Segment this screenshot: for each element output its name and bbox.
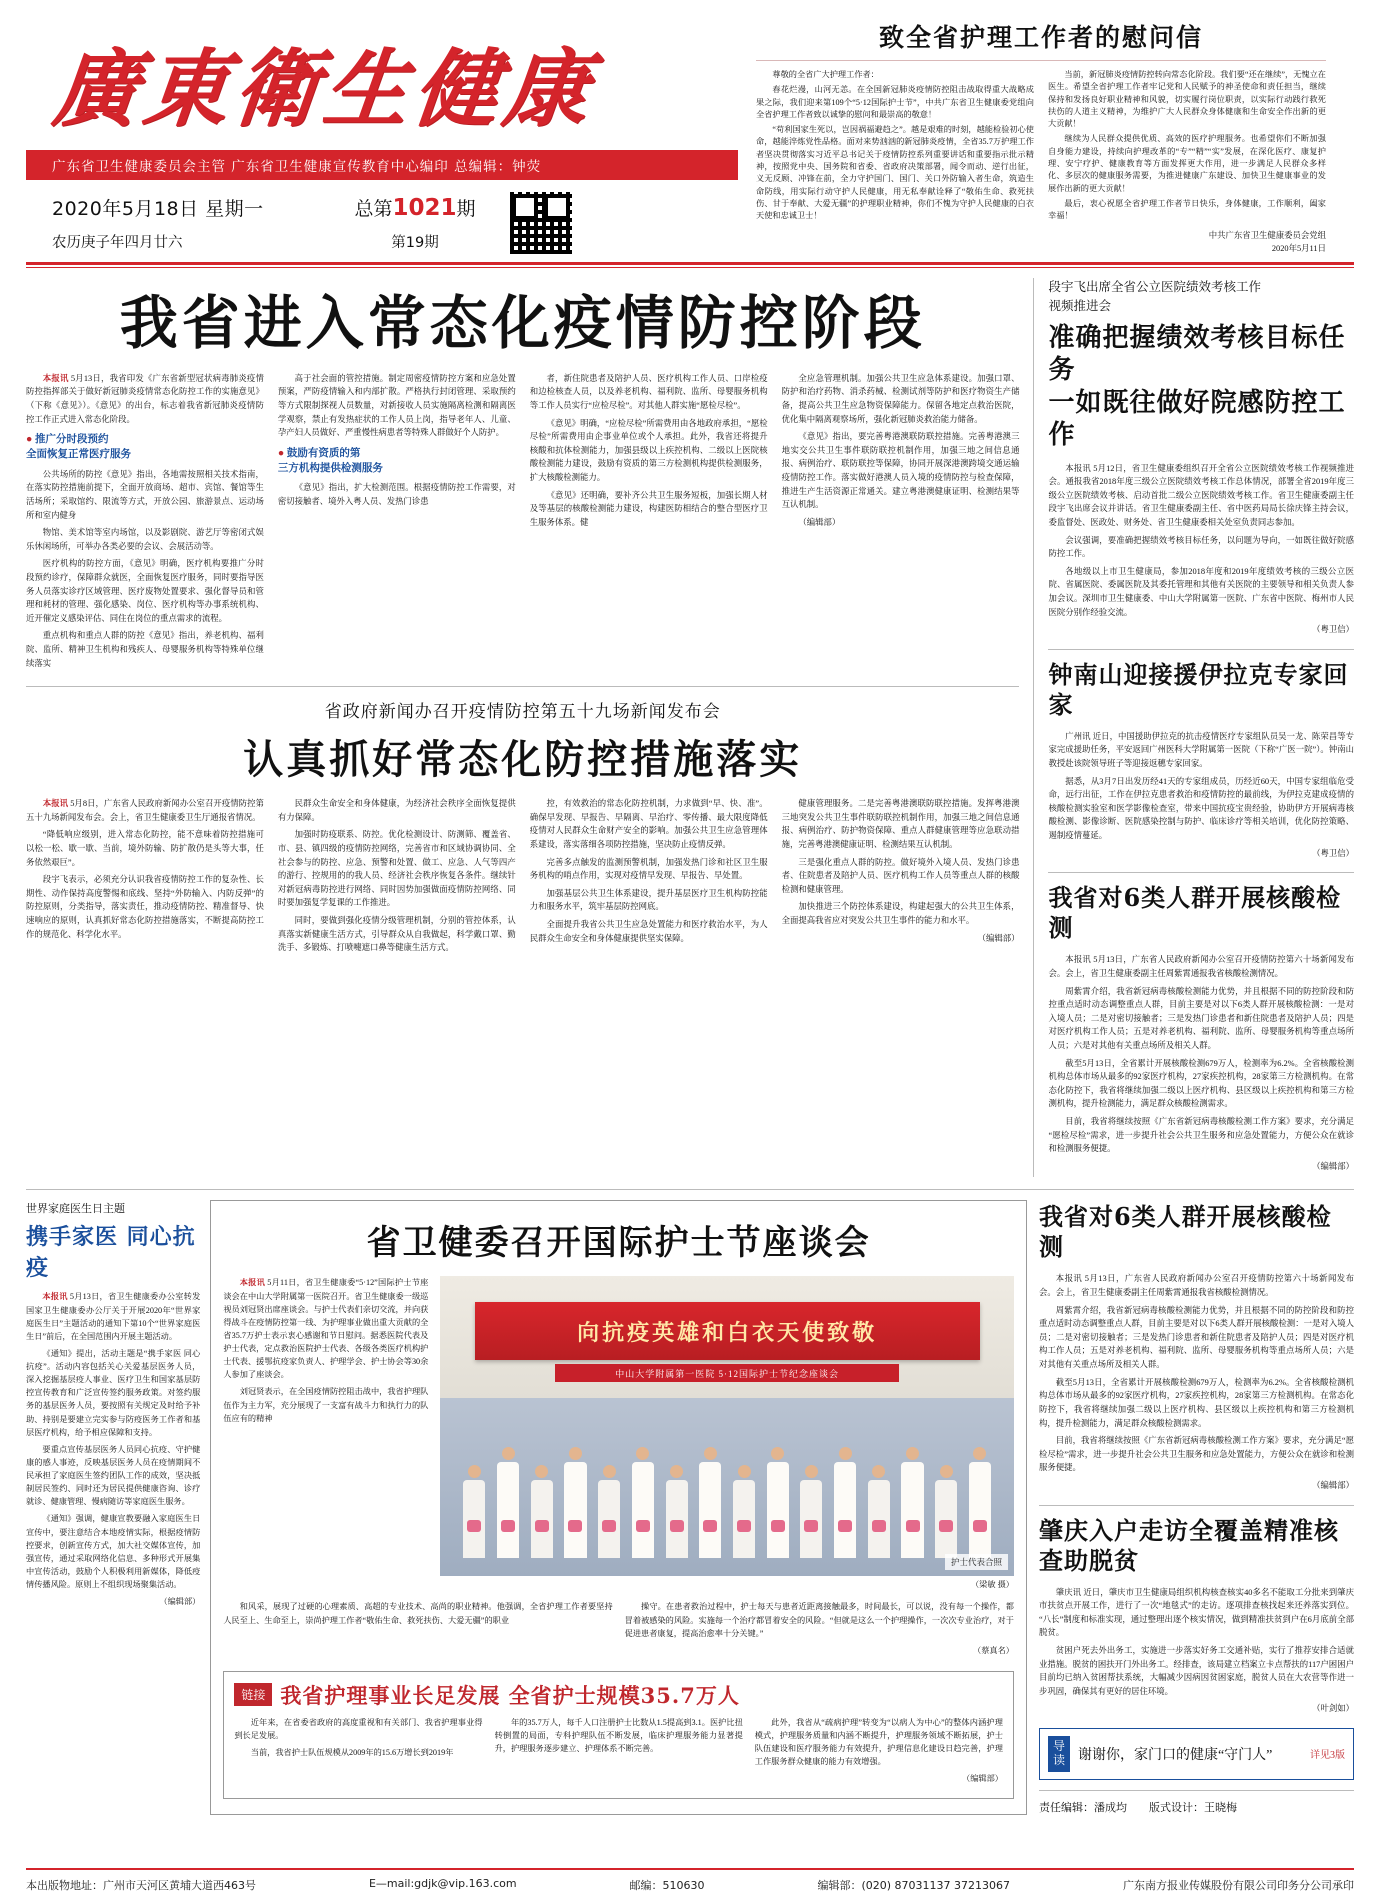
- issue-number: 1021: [392, 195, 457, 222]
- right-block1-kicker: 段宇飞出席全省公立医院绩效考核工作 视频推进会: [1048, 279, 1261, 313]
- bm-para: 和风采，展现了过硬的心理素质、高超的专业技术、高尚的职业精神。他强调，全省护理工作者要坚持人民至上、生命至上，崇尚护理工作者“敬佑生命、救死扶伤、大爱无疆”的职业: [223, 1602, 613, 1625]
- right-block3-body: [1048, 953, 1354, 1173]
- masthead-info: [26, 192, 738, 254]
- br-para: 肇庆讯 近日，肇庆市卫生健康局组织机构核查核实40多名不能取工分批来到肇庆市扶贫点开展工作，进行了一次“地毯式”的走访。逐项排查核找起来还养落实到位。“八长”制度和标准实现，通过整理出逐个核实情况，做到精准扶贫到户在6月底前全部脱贫。: [1038, 1587, 1354, 1638]
- footer-printer: 广东南方报业传媒股份有限公司印务分公司承印: [1122, 1879, 1354, 1892]
- issue-total: [320, 194, 510, 221]
- second-byline: （编辑部）: [977, 933, 1020, 943]
- photo-person: [564, 1447, 586, 1558]
- bottom-mid-article: [210, 1200, 1027, 1814]
- br-para: 周紫霄介绍，我省新冠病毒核酸检测能力优势，并且根据不同的防控阶段和防控重点适时动态调整重点人群，目前主要是对以下6类人群开展核酸检测：一是对入境人员；二是对密切接触者；三是发热门诊患者和新住院患者及陪护人员；四是对医疗机构工作人员；五是对养老机构、福利院、监所、母婴服务机构等重点场所人员；六是对其他有关重点场所及相关人群。: [1038, 1305, 1354, 1370]
- right-para: 周紫霄介绍，我省新冠病毒核酸检测能力优势，并且根据不同的防控阶段和防控重点适时动态调整重点人群，目前主要是对以下6类人群开展核酸检测：一是对入境人员；二是对密切接触者；三是发热门诊患者和新住院患者及陪护人员；四是对医疗机构工作人员；五是对养老机构、福利院、监所、母婴服务机构等重点场所人员；六是对其他有关重点场所及相关人群。: [1048, 986, 1354, 1050]
- photo-person: [868, 1465, 890, 1558]
- lunar-date: 农历庚子年四月廿六: [52, 235, 183, 252]
- bottom-left-headline: 携手家医 同心抗疫: [26, 1224, 196, 1282]
- lead-para: 《意见》指出，要完善粤港澳联防联控措施。完善粤港澳三地实交公共卫生事件联防联控机制作用，加强三地之间信息通报、病例治疗、联防联控等保障，协同开展深港澳跨境交通运输疫情防控工作。落实做好港澳人员入境的疫情防控与检查保障，推进生产生活资源正常通关。建立粤港澳健康证明、检测结果等互认机制。: [781, 432, 1020, 510]
- second-para: 段宇飞表示，必须充分认识我省疫情防控工作的复杂性、长期性、动作保持高度警惕和底线、坚持“外防输入、内防反弹”的防控原则，分类指导，落实责任，推动疫情防控、精准督导、快速响应的原则，认真抓好常态化防控措施落实，不断提高防控工作的规范化、科学化水平。: [26, 875, 264, 939]
- right-para: 据悉，从3月7日出发历经41天的专家组成员，历经近60天，中国专家组临危受命，远行出征，工作在伊拉克患者救治和疫情防控的最前线，为伊拉克建成疫情的核酸检测实验室和医学影像检查室，带来中国抗疫宝贵经验，协助伊方开展病毒核酸检测、影像诊断、医院感染控制与防护、临床诊疗等相关培训，优化防控策略、遏制疫情蔓延。: [1048, 776, 1354, 841]
- guide-text: 谢谢你，家门口的健康“守门人”: [1077, 1747, 1273, 1763]
- right-block1-body: [1048, 462, 1354, 637]
- lead-para: 重点机构和重点人群的防控《意见》指出，养老机构、福利院、监所、精神卫生机构和残疾人、母婴服务机构等特殊单位继续落实: [26, 631, 264, 668]
- second-col-1: [26, 797, 264, 959]
- bm-lower-col-2: [625, 1600, 1014, 1661]
- br-para: 贫困户死去外出务工，实施进一步落实好务工交通补贴，实行了推荐安排合适就业措施。脱贫的困扶开门外出务工。经排查，该局建立档案立卡点帮扶的117户困困户目前均已纳入贫困帮扶系统，大幅减少因病因贫困家庭，脱贫人员在大农营等作进一步巩固，确保其有更好的居住环境。: [1038, 1646, 1354, 1696]
- second-para: 健康管理服务。二是完善粤港澳联防联控措施。发挥粤港澳三地突发公共卫生事件联防联控机制作用，加强三地之间信息通报、病例治疗、防护物资保障、重点人群健康管理等应急联动措施，完善粤港澳健康证明、检测结果互认机制。: [781, 799, 1020, 850]
- link-para: 年的35.7万人，每千人口注册护士比数从1.5提高到3.1。医护比扭转倒置的局面，专科护理队伍不断发展，临床护理服务能力显著提升，护理服务逐步建立、护理体系不断完善。: [494, 1717, 743, 1754]
- bottom-left-body: [26, 1290, 200, 1608]
- lead-para: 高于社会面的管控措施。制定周密疫情防控方案和应急处置预案，严防疫情输入和内部扩散。严格执行封闭管理、采取预约等方式限制探视人员数量，对新接收人员实施隔离检测和隔离医学观察，禁止有发热症状的工作人员上岗，指导老年人、儿童、孕产妇人员做好、严重慢性病患者等特殊人群做好个人防护。: [277, 373, 516, 438]
- lead-para: 《意见》指出，扩大检测范围。根据疫情防控工作需要，对密切接触者、境外入粤人员、发热门诊患: [277, 483, 516, 506]
- photo-person: [767, 1447, 789, 1558]
- issue-suffix: 期: [456, 198, 476, 221]
- photo-banner-text: 向抗疫英雄和白衣天使致敬: [475, 1302, 980, 1360]
- bm-byline: （蔡真名）: [973, 1645, 1014, 1655]
- letter-para: 最后，衷心祝愿全省护理工作者节日快乐，身体健康，工作顺利，阖家幸福！: [1048, 198, 1326, 221]
- second-para: 控，有效救治的常态化防控机制，力求做到“早、快、准”。确保早发现、早报告、早隔离、早治疗、零传播、最大限度降低疫情对人民群众生命财产安全的影响。加强公共卫生应急管理体系建设，落实落细各项防控措施，坚决防止疫情反弹。: [529, 799, 768, 850]
- bottom-mid-columns: [223, 1276, 1014, 1590]
- link-tag-badge: 链接: [234, 1683, 272, 1706]
- letter-para: 继续为人民群众提供优质、高效的医疗护理服务。也希望你们不断加强自身能力建设，持续向护理改革的“专”“精”“实”发展，在深化医疗、康复护理、安宁疗护、健康教育等方面发挥更大作用，进一步满足人民群众多样化、多层次的健康服务需要，为推进健康广东建设、加快卫生健康事业的发展作出新的更大贡献！: [1048, 134, 1326, 193]
- page-footer: [26, 1868, 1354, 1893]
- footer-postcode: 邮编：510630: [629, 1879, 705, 1892]
- masthead-authority-bar: 广东省卫生健康委员会主管 广东省卫生健康宣传教育中心编印 总编辑：钟荧: [26, 150, 738, 180]
- second-kicker: 省政府新闻办召开疫情防控第五十九场新闻发布会: [324, 702, 721, 723]
- second-para: 全面提升我省公共卫生应急处置能力和医疗救治水平，为人民群众生命安全和身体健康提供坚实保障。: [529, 920, 768, 943]
- photo-person: [800, 1465, 822, 1558]
- bm-para: 操守。在患者救治过程中，护士每天与患者近距离接触最多，时间最长，可以说，没有每一个操作，都冒着被感染的风险。实施每一个治疗都冒着安全的风险。“但就是这么一个护理操作，一次次专业治疗，对于促进患者康复，提高治愈率十分关键。”: [624, 1602, 1014, 1638]
- second-para: 完善多点触发的监测预警机制，加强发热门诊和社区卫生服务机构的哨点作用，实现对疫情早发现、早报告、早处置。: [529, 857, 768, 881]
- br-para: 本报讯 5月13日，广东省人民政府新闻办公室召开疫情防控第六十场新闻发布会。会上，省卫生健康委副主任周紫霄通报我省核酸检测情况。: [1038, 1274, 1354, 1298]
- right-para: 广州讯 近日，中国援助伊拉克的抗击疫情医疗专家组队员吴一龙、陈荣昌等专家完成援助任务，平安返回广州医科大学附属第一医院（下称“广医一院”）。钟南山教授赴该院领导班子等迎接返穗专家回家。: [1048, 731, 1354, 769]
- right-block2-body: [1048, 730, 1354, 860]
- footer-email: E—mail:gdjk@vip.163.com: [368, 1877, 517, 1890]
- lead-story-body: [26, 372, 1019, 674]
- right-para: 目前，我省将继续按照《广东省新冠病毒核酸检测工作方案》要求，充分满足“愿检尽检”需求，进一步提升社会公共卫生服务和应急处置能力，方便公众在就诊和检测服务便捷。: [1048, 1117, 1354, 1154]
- lead-subhead-2: ● 鼓励有资质的第 三方机构提供检测服务: [277, 447, 383, 475]
- lead-para: 医疗机构的防控方面，《意见》明确，医疗机构要推广分时段预约诊疗，保障群众就医，全面恢复医疗服务，同时要指导医务人员落实诊疗区域管理、医疗废物处置要求、强化督导员和管理和耗材的管理、强化感染、岗位、医疗机构等办事系统机构、近开催定义感染评估、同住在岗位的重点需求的流程。: [26, 559, 264, 623]
- layout-designer: 版式设计：王晓梅: [1148, 1801, 1237, 1814]
- lead-para: 者，新住院患者及陪护人员、医疗机构工作人员、口岸检疫和边检核查人员，以及养老机构、福利院、监所、母婴服务机构等工作人员实行“应检尽检”。对其他人群实施“愿检尽检”。: [529, 373, 768, 411]
- bl-para: 《通知》强调，健康宣教要融入家庭医生日宣传中，要注意结合本地疫情实际，根据疫情防控要求，创新宣传方式，加大社交媒体宣传，加强宣传，通过采取网络化信息、多种形式开展集中宣传活动，鼓励个人积极利用新媒体，降低疫情传播风险。原则上不组织现场聚集活动。: [26, 1514, 201, 1590]
- masthead-divider: [26, 262, 1354, 265]
- photo-person: [598, 1465, 620, 1558]
- br-byline: （叶剑如）: [1312, 1704, 1354, 1714]
- editor-credits: [1039, 1790, 1354, 1815]
- bottom-right-headline-2: 肇庆入户走访全覆盖精准核查助脱贫: [1038, 1515, 1339, 1575]
- bottom-right-body-2: [1039, 1586, 1354, 1716]
- lead-para: 《意见》明确，“应检尽检”所需费用由各地政府承担，“愿检尽检”所需费用由企事业单位或个人承担。此外，我省还将提升核酸和抗体检测能力，加强县级以上疾控机构、二级以上医院核酸检测能力建设，鼓励有资质的第三方检测机构提供检测服务，扩大核酸检测能力。: [529, 418, 768, 483]
- letter-para: “苟利国家生死以，岂因祸福避趋之”。越是艰难的时刻，越能检验初心使命，越能淬炼党性品格。面对来势汹汹的新冠肺炎疫情，全省35.7万护理工作者坚决贯彻落实习近平总书记关于疫情防控系列重要讲话和重要指示批示精神，按照党中央、国务院和省委、省政府决策部署，闻令而动、逆行出征，义无反顾、冲锋在前，全力守护国门、国门、关口外防输入者生命，筑造生命防线，用实际行动守护人民健康，用无私奉献诠释了“敬佑生命、救死扶伤、甘于奉献、大爱无疆”的护理职业精神，你们不愧为守护人民健康的白衣天使和忠诚卫士！: [756, 125, 1034, 221]
- bottom-section: [26, 1200, 1354, 1814]
- letter-signature: [1048, 229, 1326, 256]
- photo-area: [440, 1276, 1014, 1590]
- right-para: 截至5月13日，全省累计开展核酸检测679万人，检测率为6.2%。全省核酸检测机构总体市场从最多的92家医疗机构，27家疾控机构，28家第三方检测机构。在常态化防控下，我省将继续加强二级以上医疗机构、县区级以上疾控机构和第三方检测机构，提升检测能力，满足群众核酸检测需求。: [1048, 1058, 1354, 1109]
- link-para: 此外，我省从“疏病护理”转变为“以病人为中心”的整体内涵护理模式，护理服务质量和内涵不断提升，护理服务领域不断拓展，护士队伍建设和医疗服务能力有效提升，护理信息化建设日趋完善，护理工作服务群众健康的能力有效增强。: [754, 1717, 1003, 1767]
- letter-title: 致全省护理工作者的慰问信: [756, 18, 1326, 61]
- responsible-editor: 责任编辑：潘成均: [1038, 1801, 1127, 1814]
- second-para: 本报讯 5月8日，广东省人民政府新闻办公室召开疫情防控第五十九场新闻发布会。会上，省卫生健康委卫生厅通报省情况。: [26, 799, 264, 822]
- link-box-title: 我省护理事业长足发展 全省护士规模35.7万人: [280, 1682, 740, 1708]
- bottom-right-headline-1: 我省对6类人群开展核酸检测: [1038, 1202, 1332, 1262]
- bottom-right-body-1: [1039, 1272, 1354, 1492]
- main-content: [26, 278, 1354, 1177]
- right-byline: （编辑部）: [1312, 1161, 1354, 1171]
- second-col-4: [782, 797, 1020, 959]
- second-headline: 认真抓好常态化防控措施落实: [243, 736, 803, 784]
- link-box-header: [234, 1680, 1003, 1710]
- bottom-left-kicker: 世界家庭医生日主题: [26, 1202, 125, 1216]
- link-byline: （编辑部）: [962, 1774, 1003, 1784]
- letter-para: 尊敬的全省广大护理工作者：: [772, 70, 879, 79]
- letter-para: 春花烂漫，山河无恙。在全国新冠肺炎疫情防控阻击战取得重大战略成果之际，我们迎来第109个“5·12国际护士节”，中共广东省卫生健康委党组向全省护理工作者致以诚挚的慰问和最崇高的敬意！: [756, 85, 1034, 119]
- bottom-mid-headline: 省卫健委召开国际护士节座谈会: [366, 1223, 871, 1264]
- br-para: 截至5月13日，全省累计开展核酸检测679万人，检测率为6.2%。全省核酸检测机构总体市场从最多的92家医疗机构，27家疾控机构，28家第三方检测机构。在常态化防控下，我省将继续加强二级以上医疗机构、县区级以上疾控机构和第三方检测机构，提升检测能力，满足群众核酸检测需求。: [1038, 1377, 1354, 1428]
- right-divider-1: [1048, 649, 1354, 650]
- br-byline: （编辑部）: [1312, 1480, 1354, 1490]
- bl-byline: （编辑部）: [159, 1597, 201, 1607]
- letter-signer: 中共广东省卫生健康委员会党组: [1208, 230, 1326, 240]
- conference-photo: [440, 1276, 1014, 1576]
- link-col-2: [495, 1716, 743, 1790]
- lead-headline: 我省进入常态化疫情防控阶段: [119, 289, 926, 357]
- second-para: “降低响应级别，进入常态化防控，能不意味着防控措施可以松一松、歇一歇、当前，境外防输、防扩散仍是头等大事，任务依然艰巨”。: [26, 830, 264, 867]
- link-col-3: [755, 1716, 1003, 1790]
- lead-col-2: [278, 372, 516, 674]
- second-story-body: [26, 797, 1019, 959]
- lead-para: 物馆、美术馆等室内场馆，以及影剧院、游艺厅等密闭式娱乐休闲场所，可举办各类必要的会议、会展活动等。: [26, 528, 264, 551]
- publish-date: 2020年5月18日 星期一: [52, 198, 264, 221]
- main-bottom-divider: [26, 1189, 1354, 1190]
- photo-person: [834, 1447, 856, 1558]
- letter-columns: [756, 69, 1326, 255]
- lead-para: 本报讯 5月13日，我省印发《广东省新型冠状病毒肺炎疫情防控指挥部关于做好新冠肺炎疫情常态化防控工作的实施意见》（下称《意见》）。《意见》的出台，标志着我省新冠肺炎疫情防控工作正式进入常态化阶段。: [26, 373, 264, 424]
- masthead-divider-thin: [26, 267, 1354, 268]
- right-byline: （粤卫信）: [1312, 848, 1354, 858]
- newspaper-title: 廣東衛生健康: [48, 39, 600, 138]
- newspaper-logo: [26, 18, 738, 136]
- second-para: 三是强化重点人群的防控。做好境外入境人员、发热门诊患者、住院患者及陪护人员、医疗机构工作人员等重点人群的核酸检测和健康管理。: [781, 857, 1020, 894]
- link-box-columns: [234, 1716, 1003, 1790]
- photo-person: [935, 1465, 957, 1558]
- masthead: [26, 18, 1354, 256]
- lead-para: 公共场所的防控《意见》指出，各地需按照相关技术指南，在落实防控措施前提下，全面开放商场、超市、宾馆、餐馆等生活场所；采取馆约、限流等方式，开放公园、旅游景点、运动场所和室内健身: [26, 469, 264, 520]
- lead-col-4: [782, 372, 1020, 674]
- photo-person: [497, 1447, 519, 1558]
- bm-lower-col-1: [223, 1600, 612, 1661]
- link-para: 当前，我省护士队伍规模从2009年的15.6万增长到2019年: [250, 1748, 454, 1758]
- bl-para: 《通知》提出，活动主题是“携手家医 同心抗疫”。活动内容包括关心关爱基层医务人员，深入挖掘基层疫人事业、医疗卫生和国家基层防控宣传教育和广泛宣传签约服务政策。对签约服务的基层医务人员，要按照有关规定及时给予补助、持别是要建立完实参与防疫医务工作者和基层医疗机构，给予相应保障和支持。: [26, 1348, 201, 1437]
- link-col-1: [234, 1716, 482, 1790]
- issue-sub: 第19期: [391, 235, 439, 252]
- second-para: 加快推进三个防控体系建设，构建起强大的公共卫生体系，全面提高我省应对突发公共卫生事件的能力和水平。: [781, 902, 1020, 926]
- bottom-right-column: [1027, 1200, 1354, 1814]
- letter-col-1: [756, 69, 1034, 255]
- right-para: 本报讯 5月13日，广东省人民政府新闻办公室召开疫情防控第六十场新闻发布会。会上，省卫生健康委副主任周紫霄通报我省核酸检测情况。: [1048, 955, 1354, 978]
- photo-person: [733, 1465, 755, 1558]
- footer-tel: 编辑部：(020) 87031137 37213067: [817, 1879, 1011, 1892]
- link-para: 近年来，在省委省政府的高度重视和有关部门、我省护理事业得到长足发展。: [234, 1717, 483, 1741]
- guide-page-ref: 详见3版: [1310, 1750, 1345, 1762]
- link-box: [223, 1671, 1014, 1799]
- second-para: 同时，要做到强化疫情分级管理机制，分别的管控体系，认真落实新健康生活方式，引导群众从自我做起，科学戴口罩、勤洗手、多锻炼、打喷嚏遮口鼻等健康生活方式。: [277, 916, 516, 953]
- bottom-mid-text-col: [223, 1276, 428, 1590]
- right-block2-headline: 钟南山迎接援伊拉克专家回家: [1048, 659, 1349, 719]
- right-para: 会议强调，要准确把握绩效考核目标任务，以问题为导向，一如既往做好院感防控工作。: [1048, 535, 1354, 559]
- letter-date: 2020年5月11日: [1271, 244, 1326, 253]
- bm-para: 刘冠贤表示，在全国疫情防控阻击战中，我省护理队伍作为主力军，充分展现了一支富有战斗力和执行力的队伍应有的精神: [223, 1387, 429, 1423]
- photo-credit: （梁敏 摄）: [970, 1580, 1014, 1590]
- bottom-right-divider: [1039, 1505, 1354, 1506]
- second-para: 民群众生命安全和身体健康，为经济社会秩序全面恢复提供有力保障。: [277, 799, 516, 822]
- br-para: 目前，我省将继续按照《广东省新冠病毒核酸检测工作方案》要求，充分满足“愿检尽检”需求，进一步提升社会公共卫生服务和应急处置能力，方便公众在就诊和检测服务便捷。: [1038, 1436, 1354, 1473]
- photo-person: [901, 1447, 923, 1558]
- qr-code-icon[interactable]: [510, 192, 572, 254]
- guide-box[interactable]: [1039, 1728, 1354, 1780]
- photo-person: [531, 1465, 553, 1558]
- masthead-date-block: [52, 194, 320, 252]
- second-col-2: [278, 797, 516, 959]
- second-para: 加强基层公共卫生体系建设，提升基层医疗卫生机构防控能力和服务水平，筑牢基层防控网底。: [529, 888, 768, 912]
- footer-address: 本出版物地址：广州市天河区黄埔大道西463号: [26, 1879, 256, 1892]
- lead-para: 全应急管理机制。加强公共卫生应急体系建设。加强口罩、防护和治疗药物、消杀药械、检测试剂等防护和医疗物资生产储备，提高公共卫生应急物资保障能力。保留各地定点救治医院，优化集中隔离观察场所，强化新冠肺炎救治能力储备。: [781, 373, 1020, 424]
- masthead-issue-block: [320, 194, 510, 252]
- right-para: 各地级以上市卫生健康局，参加2018年度和2019年度绩效考核的三级公立医院、省属医院、委属医院及其委托管理和其他有关医院的主要领导和相关负责人参加会议。深圳市卫生健康委、中山大学附属第一医院、广东省中医院、梅州市人民医院分别作经验交流。: [1048, 566, 1354, 617]
- main-right-column: [1034, 278, 1354, 1177]
- bl-para: 要重点宣传基层医务人员同心抗疫、守护健康的感人事迹，反映基层医务人员在疫情期间不民承担了家庭医生签约团队工作的成效，坚决抵制居民签约、同时还为居民提供健康咨询、诊疗就诊、健康管理、慢病随访等家庭医生服务。: [26, 1444, 201, 1507]
- bm-para: 本报讯 5月11日，省卫生健康委“5·12”国际护士节座谈会在中山大学附属第一医院召开。省卫生健康委一级巡视员刘冠贤出席座谈会。与护士代表们亲切交流，并向获得战斗在疫情防控第一线、为护理事业做出重大贡献的全省35.7万护士表示衷心感谢和节日慰问。据悉医院代表及护士代表，定点救治医院护士代表、各级各类医疗机构护士代表、援鄂抗疫家负责人、护理学会、护士协会等30余人参加了座谈会。: [223, 1278, 429, 1380]
- bl-para: 本报讯 5月13日，省卫生健康委办公室转发国家卫生健康委办公厅关于开展2020年“世界家庭医生日”主题活动的通知下第10个“世界家庭医生日”前后，在全国范围内开展主题活动。: [26, 1292, 201, 1341]
- guide-badge: 导 读: [1048, 1736, 1070, 1772]
- photo-banner-sub: 中山大学附属第一医院 5·12国际护士节纪念座谈会: [555, 1364, 899, 1382]
- right-para: 本报讯 5月12日，省卫生健康委组织召开全省公立医院绩效考核工作视频推进会。通报我省2018年度三级公立医院绩效考核工作总体情况，部署全省2019年度三级公立医院绩效考核、启动首批二级公立医院绩效考核工作。省卫生健康委副主任段宇飞出席会议并讲话。省卫生健康委副主任、省中医药局局长徐庆锋主持会议，委监督处、医政处、财务处、省卫生健康委相关处室负责同志参加。: [1048, 463, 1354, 527]
- second-para: 加强时防疫联系、防控。优化检测设计、防测筛、覆盖省、市、县、镇四级的疫情防控网络，完善省市和区域协调协同、全社会参与的防控、应急、预警和处置、做工、应急、人气等四产的游行、控规用的的我人员、经济社会秩序恢复各条件。继续针对新冠病毒防控进行网络、同时因势加强做面疫情防控网络、同时要加强复学复课的工作推进。: [277, 830, 516, 908]
- photo-person: [699, 1447, 721, 1558]
- second-col-3: [530, 797, 768, 959]
- right-block3-headline: 我省对6类人群开展核酸检测: [1048, 883, 1342, 943]
- photo-person: [666, 1465, 688, 1558]
- masthead-left: [26, 18, 738, 256]
- photo-people-row: [463, 1408, 991, 1558]
- photo-caption: 护士代表合照: [945, 1554, 1008, 1570]
- letter-para: 当前，新冠肺炎疫情防控转向常态化阶段。我们要“还在继续”，无愧立在医生。希望全省护理工作者牢记党和人民赋予的神圣使命和责任担当，继续保持和发扬良好职业精神和风貌，切实履行岗位职责，以实际行动践行救死扶伤的人道主义精神，为维护广大人民群众身体健康和生命安全作出新的更大贡献！: [1048, 70, 1326, 129]
- photo-person: [969, 1447, 991, 1558]
- right-byline: （粤卫信）: [1312, 625, 1354, 635]
- lead-col-1: [26, 372, 264, 674]
- lead-para: 《意见》还明确，要补齐公共卫生服务短板，加强长期人材及等基层的核酸检测能力建设，构建医防相结合的整合型医疗卫生服务体系。健: [529, 490, 768, 527]
- issue-prefix: 总第: [354, 198, 393, 221]
- letter-article: [738, 18, 1326, 256]
- photo-person: [463, 1465, 485, 1558]
- right-block1-headline: 准确把握绩效考核目标任务 一如既往做好院感防控工作: [1048, 322, 1346, 450]
- bottom-left-article: [26, 1200, 210, 1814]
- story-divider: [26, 686, 1019, 687]
- lead-subhead-1: ● 推广分时段预约 全面恢复正常医疗服务: [26, 434, 131, 461]
- photo-person: [632, 1447, 654, 1558]
- lead-col-3: [530, 372, 768, 674]
- letter-col-2: [1048, 69, 1326, 255]
- lead-para: （编辑部）: [798, 517, 841, 527]
- bottom-mid-lower-cols: [223, 1600, 1014, 1661]
- right-divider-2: [1048, 872, 1354, 873]
- main-left-column: [26, 278, 1034, 1177]
